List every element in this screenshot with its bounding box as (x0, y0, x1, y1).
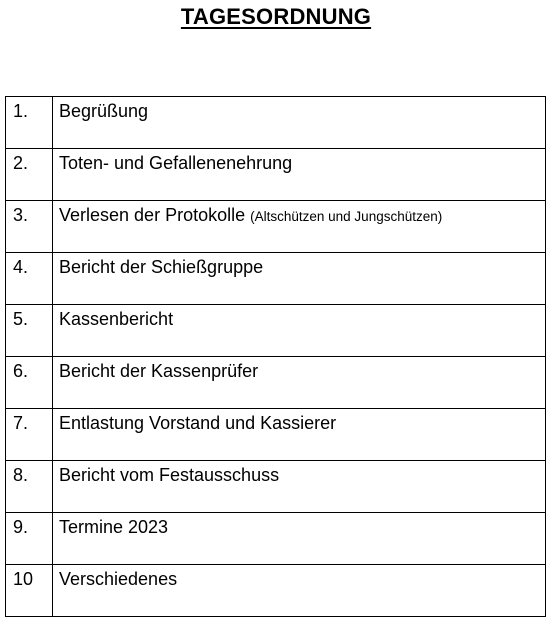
item-label: Begrüßung (59, 101, 149, 121)
table-row (6, 305, 546, 357)
table-row (6, 149, 546, 201)
item-text (53, 513, 546, 565)
item-text (53, 565, 546, 617)
item-number: 10 (6, 565, 53, 617)
table-row (6, 253, 546, 305)
table-row (6, 565, 546, 617)
item-number: 8. (6, 461, 53, 513)
item-text (53, 97, 546, 149)
item-label: Entlastung Vorstand und Kassierer (59, 413, 337, 433)
item-note: (Altschützen und Jungschützen) (250, 209, 443, 224)
item-text (53, 409, 546, 461)
item-text (53, 201, 546, 253)
table-row (6, 461, 546, 513)
agenda-table (5, 96, 546, 617)
item-number: 3. (6, 201, 53, 253)
item-label: Bericht vom Festausschuss (59, 465, 280, 485)
item-text (53, 253, 546, 305)
item-label: Kassenbericht (59, 309, 174, 329)
item-text (53, 461, 546, 513)
item-number: 1. (6, 97, 53, 149)
item-label: Verlesen der Protokolle (59, 205, 246, 225)
item-number: 6. (6, 357, 53, 409)
item-label: Toten- und Gefallenenehrung (59, 153, 293, 173)
item-number: 9. (6, 513, 53, 565)
item-number: 2. (6, 149, 53, 201)
item-text (53, 305, 546, 357)
table-row (6, 201, 546, 253)
item-text (53, 357, 546, 409)
page-title: TAGESORDNUNG (180, 4, 372, 29)
item-label: Bericht der Schießgruppe (59, 257, 264, 277)
table-row (6, 409, 546, 461)
item-number: 7. (6, 409, 53, 461)
item-number: 4. (6, 253, 53, 305)
table-row (6, 357, 546, 409)
item-label: Verschiedenes (59, 569, 178, 589)
item-label: Termine 2023 (59, 517, 169, 537)
table-row (6, 513, 546, 565)
item-text (53, 149, 546, 201)
item-number: 5. (6, 305, 53, 357)
item-label: Bericht der Kassenprüfer (59, 361, 259, 381)
table-row (6, 97, 546, 149)
